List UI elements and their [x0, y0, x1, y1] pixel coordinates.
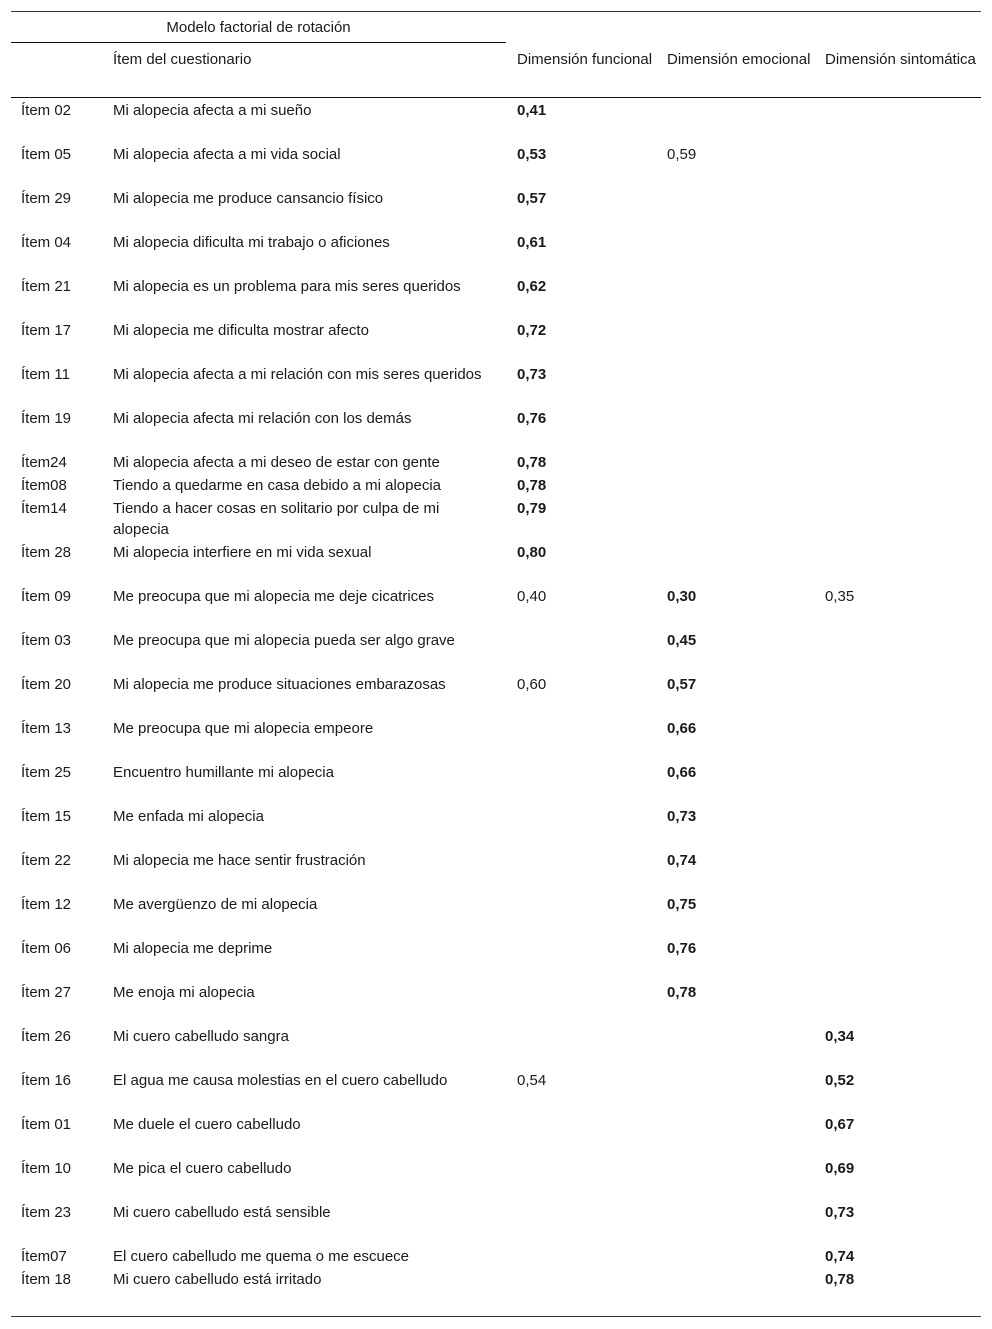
loading-sintomatica — [815, 850, 981, 894]
loading-funcional: 0,73 — [517, 366, 547, 383]
item-id: Ítem07 — [21, 1248, 67, 1265]
item-description: Mi alopecia interfiere en mi vida sexual — [113, 544, 372, 561]
item-id: Ítem 03 — [21, 632, 72, 649]
item-id: Ítem 12 — [21, 896, 72, 913]
loading-emocional — [657, 1114, 815, 1158]
loading-funcional — [507, 850, 657, 894]
loading-sintomatica — [815, 938, 981, 982]
table-row — [11, 894, 981, 938]
loading-sintomatica: 0,78 — [825, 1271, 855, 1288]
item-id: Ítem 22 — [21, 852, 72, 869]
loading-sintomatica — [815, 452, 981, 475]
loading-emocional — [657, 475, 815, 498]
loading-funcional — [507, 1158, 657, 1202]
table-row — [11, 452, 981, 475]
loading-funcional — [507, 762, 657, 806]
loading-emocional: 0,75 — [667, 896, 697, 913]
loading-emocional: 0,66 — [667, 720, 697, 737]
loading-funcional: 0,62 — [517, 278, 547, 295]
loading-sintomatica: 0,69 — [825, 1160, 855, 1177]
loading-funcional — [507, 894, 657, 938]
table-row — [11, 1269, 981, 1313]
table-row — [11, 718, 981, 762]
item-description: Me preocupa que mi alopecia empeore — [113, 720, 374, 737]
table-row — [11, 630, 981, 674]
loading-emocional: 0,57 — [667, 676, 697, 693]
item-id: Ítem 10 — [21, 1160, 72, 1177]
group-header-row — [11, 12, 981, 43]
item-description: Mi alopecia afecta a mi deseo de estar con gente — [113, 454, 440, 471]
loading-sintomatica — [815, 144, 981, 188]
item-description: Me enoja mi alopecia — [113, 984, 255, 1001]
item-description: Me pica el cuero cabelludo — [113, 1160, 292, 1177]
table-row — [11, 188, 981, 232]
header-item: Ítem del cuestionario — [113, 51, 252, 68]
item-id: Ítem 04 — [21, 234, 72, 251]
loading-funcional — [507, 938, 657, 982]
item-description: Mi alopecia es un problema para mis seres queridos — [113, 278, 461, 295]
loading-emocional — [657, 1246, 815, 1269]
loading-emocional: 0,76 — [667, 940, 697, 957]
loading-funcional: 0,40 — [517, 588, 547, 605]
loading-emocional — [657, 364, 815, 408]
loading-funcional: 0,54 — [517, 1072, 547, 1089]
loading-funcional: 0,80 — [517, 544, 547, 561]
loading-sintomatica — [815, 320, 981, 364]
group-title: Modelo factorial de rotación — [166, 19, 351, 36]
item-description: Mi alopecia me hace sentir frustración — [113, 852, 366, 869]
loading-funcional: 0,76 — [517, 410, 547, 427]
loading-sintomatica: 0,35 — [825, 588, 855, 605]
item-description: Me preocupa que mi alopecia me deje cicatrices — [113, 588, 434, 605]
loading-funcional — [507, 1269, 657, 1313]
table-row — [11, 100, 981, 144]
item-id: Ítem 27 — [21, 984, 72, 1001]
loading-sintomatica — [815, 894, 981, 938]
table-row — [11, 408, 981, 452]
loading-emocional — [657, 498, 815, 542]
item-id: Ítem 25 — [21, 764, 72, 781]
item-id: Ítem 15 — [21, 808, 72, 825]
item-description: Me avergüenzo de mi alopecia — [113, 896, 318, 913]
item-id: Ítem 26 — [21, 1028, 72, 1045]
header-emocional: Dimensión emocional — [667, 51, 811, 68]
table-row — [11, 1114, 981, 1158]
table-row — [11, 1158, 981, 1202]
loading-emocional — [657, 1202, 815, 1246]
table-row — [11, 276, 981, 320]
loading-sintomatica: 0,67 — [825, 1116, 855, 1133]
item-description: Mi alopecia me deprime — [113, 940, 273, 957]
item-description: Tiendo a hacer cosas en solitario por culpa de mi alopecia — [113, 500, 440, 538]
loading-sintomatica — [815, 100, 981, 144]
item-description: Mi alopecia afecta a mi sueño — [113, 102, 312, 119]
loading-sintomatica: 0,74 — [825, 1248, 855, 1265]
loading-sintomatica — [815, 408, 981, 452]
loading-emocional: 0,78 — [667, 984, 697, 1001]
item-description: Encuentro humillante mi alopecia — [113, 764, 334, 781]
table-row — [11, 674, 981, 718]
loading-funcional — [507, 1114, 657, 1158]
item-description: Mi alopecia me produce cansancio físico — [113, 190, 384, 207]
loading-emocional — [657, 188, 815, 232]
item-description: Mi cuero cabelludo sangra — [113, 1028, 289, 1045]
header-funcional: Dimensión funcional — [517, 51, 653, 68]
loading-emocional: 0,30 — [667, 588, 697, 605]
item-description: El cuero cabelludo me quema o me escuece — [113, 1248, 410, 1265]
loading-sintomatica: 0,52 — [825, 1072, 855, 1089]
loading-emocional — [657, 320, 815, 364]
item-id: Ítem 11 — [21, 366, 70, 383]
loading-sintomatica: 0,73 — [825, 1204, 855, 1221]
bottom-rule — [11, 1316, 981, 1317]
loading-sintomatica — [815, 806, 981, 850]
loading-funcional: 0,53 — [517, 146, 547, 163]
loading-funcional: 0,72 — [517, 322, 547, 339]
loading-emocional — [657, 542, 815, 586]
loading-funcional: 0,57 — [517, 190, 547, 207]
loading-sintomatica — [815, 188, 981, 232]
item-id: Ítem 18 — [21, 1271, 72, 1288]
item-id: Ítem 02 — [21, 102, 72, 119]
item-description: Mi alopecia me dificulta mostrar afecto — [113, 322, 369, 339]
item-id: Ítem 16 — [21, 1072, 72, 1089]
item-id: Ítem 09 — [21, 588, 72, 605]
item-id: Ítem 20 — [21, 676, 72, 693]
loading-funcional: 0,41 — [517, 102, 547, 119]
loading-sintomatica — [815, 475, 981, 498]
header-id — [11, 43, 103, 97]
loading-emocional — [657, 100, 815, 144]
loading-sintomatica — [815, 630, 981, 674]
loading-sintomatica — [815, 364, 981, 408]
item-id: Ítem 06 — [21, 940, 72, 957]
header-sintomatica: Dimensión sintomática — [825, 51, 976, 68]
table-body — [11, 98, 981, 1313]
table-row — [11, 475, 981, 498]
loading-emocional: 0,45 — [667, 632, 697, 649]
loading-funcional — [507, 1246, 657, 1269]
loading-sintomatica — [815, 542, 981, 586]
loading-emocional — [657, 1158, 815, 1202]
item-description: Mi alopecia afecta a mi relación con mis seres queridos — [113, 366, 482, 383]
table-row — [11, 1070, 981, 1114]
loading-sintomatica — [815, 498, 981, 542]
loading-sintomatica — [815, 674, 981, 718]
loading-emocional — [657, 232, 815, 276]
item-description: Me preocupa que mi alopecia pueda ser algo grave — [113, 632, 455, 649]
item-id: Ítem 21 — [21, 278, 72, 295]
table-row — [11, 232, 981, 276]
item-id: Ítem 23 — [21, 1204, 72, 1221]
loading-funcional — [507, 806, 657, 850]
item-description: Tiendo a quedarme en casa debido a mi alopecia — [113, 477, 441, 494]
loading-sintomatica — [815, 982, 981, 1026]
item-id: Ítem 17 — [21, 322, 72, 339]
factor-loadings-table — [11, 11, 981, 1317]
loading-emocional — [657, 1269, 815, 1313]
loading-funcional — [507, 1026, 657, 1070]
loading-funcional — [507, 1202, 657, 1246]
item-id: Ítem 13 — [21, 720, 72, 737]
table-row — [11, 1202, 981, 1246]
loading-sintomatica — [815, 718, 981, 762]
item-id: Ítem 28 — [21, 544, 72, 561]
table-row — [11, 586, 981, 630]
table-row — [11, 1246, 981, 1269]
loading-funcional: 0,78 — [517, 477, 547, 494]
item-description: Mi cuero cabelludo está irritado — [113, 1271, 322, 1288]
table-row — [11, 850, 981, 894]
loading-funcional: 0,61 — [517, 234, 547, 251]
loading-emocional — [657, 408, 815, 452]
item-description: Me enfada mi alopecia — [113, 808, 264, 825]
table-row — [11, 144, 981, 188]
table-row — [11, 762, 981, 806]
loading-emocional — [657, 1070, 815, 1114]
loading-emocional: 0,74 — [667, 852, 697, 869]
loading-sintomatica — [815, 762, 981, 806]
item-description: Mi alopecia dificulta mi trabajo o aficiones — [113, 234, 390, 251]
loading-funcional — [507, 982, 657, 1026]
loading-funcional: 0,78 — [517, 454, 547, 471]
loading-sintomatica: 0,34 — [825, 1028, 855, 1045]
item-description: Mi alopecia me produce situaciones embarazosas — [113, 676, 446, 693]
item-description: El agua me causa molestias en el cuero cabelludo — [113, 1072, 448, 1089]
table-row — [11, 320, 981, 364]
group-rule — [11, 42, 506, 43]
table-row — [11, 938, 981, 982]
item-id: Ítem 05 — [21, 146, 72, 163]
item-id: Ítem 19 — [21, 410, 72, 427]
loading-funcional — [507, 630, 657, 674]
table-row — [11, 806, 981, 850]
item-id: Ítem08 — [21, 477, 67, 494]
loading-sintomatica — [815, 232, 981, 276]
table-row — [11, 498, 981, 542]
item-id: Ítem 29 — [21, 190, 72, 207]
table-row — [11, 1026, 981, 1070]
loading-emocional — [657, 276, 815, 320]
loading-emocional — [657, 1026, 815, 1070]
loading-emocional: 0,73 — [667, 808, 697, 825]
column-header-row — [11, 43, 981, 98]
item-description: Mi alopecia afecta mi relación con los demás — [113, 410, 412, 427]
item-id: Ítem14 — [21, 500, 67, 517]
item-description: Mi alopecia afecta a mi vida social — [113, 146, 341, 163]
loading-emocional: 0,59 — [667, 146, 697, 163]
loading-funcional — [507, 718, 657, 762]
loading-funcional: 0,79 — [517, 500, 547, 517]
table-row — [11, 364, 981, 408]
item-id: Ítem24 — [21, 454, 67, 471]
table-row — [11, 982, 981, 1026]
loading-emocional: 0,66 — [667, 764, 697, 781]
item-description: Me duele el cuero cabelludo — [113, 1116, 301, 1133]
loading-funcional: 0,60 — [517, 676, 547, 693]
loading-emocional — [657, 452, 815, 475]
item-description: Mi cuero cabelludo está sensible — [113, 1204, 331, 1221]
item-id: Ítem 01 — [21, 1116, 72, 1133]
table-row — [11, 542, 981, 586]
loading-sintomatica — [815, 276, 981, 320]
